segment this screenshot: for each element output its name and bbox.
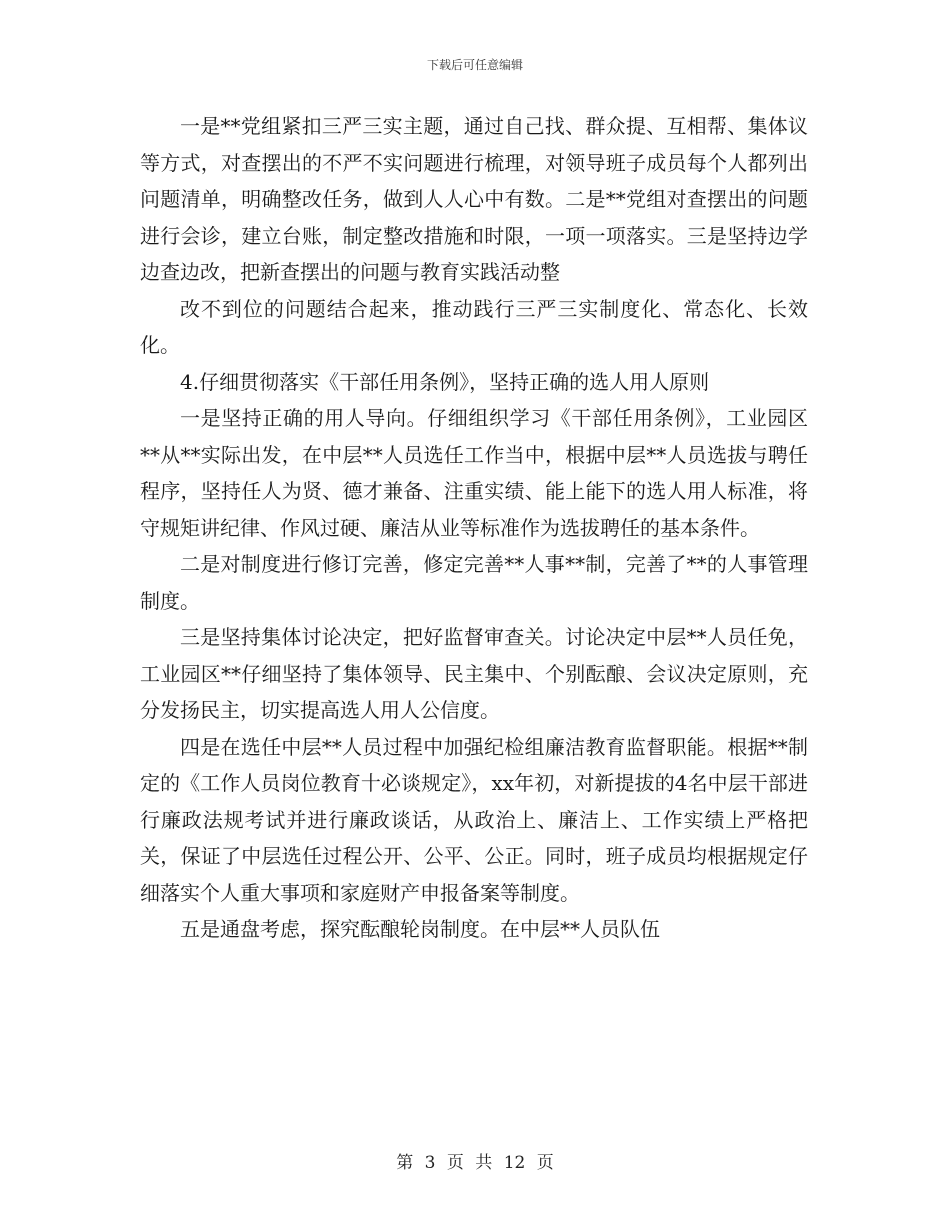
page-number: 第 3 页 共 12 页 (396, 1153, 554, 1173)
page-header-note: 下载后可任意编辑 (426, 58, 523, 72)
paragraph-7: 五是通盘考虑，探究酝酿轮岗制度。在中层**人员队伍 (180, 917, 660, 941)
paragraph-5: 三是坚持集体讨论决定，把好监督审查关。讨论决定中层**人员任免，工业园区**仔细坚持了集体领导、民主集中、个别酝酿、会议决定原则，充分发扬民主，切实提高选人用人公信度。 (140, 625, 808, 722)
paragraph-3: 一是坚持正确的用人导向。仔细组织学习《干部任用条例》，工业园区**从**实际出发，在中层**人员选任工作当中，根据中层**人员选拔与聘任程序，坚持任人为贤、德才兼备、注重实绩、能上能下的选人用人标准，将守规矩讲纪律、作风过硬、廉洁从业等标准作为选拔聘任的基本条件。 (140, 406, 808, 540)
document-body (140, 108, 808, 948)
section-heading: 4.仔细贯彻落实《干部任用条例》，坚持正确的选人用人原则 (180, 369, 710, 394)
paragraph-1: 一是**党组紧扣三严三实主题，通过自己找、群众提、互相帮、集体议等方式，对查摆出的不严不实问题进行梳理，对领导班子成员每个人都列出问题清单，明确整改任务，做到人人心中有数。二是**党组对查摆出的问题进行会诊，建立台账，制定整改措施和时限，一项一项落实。三是坚持边学边查边改，把新查摆出的问题与教育实践活动整 (140, 114, 808, 284)
paragraph-2: 改不到位的问题结合起来，推动践行三严三实制度化、常态化、长效化。 (140, 296, 808, 357)
paragraph-4: 二是对制度进行修订完善，修定完善**人事**制，完善了**的人事管理制度。 (140, 552, 808, 613)
paragraph-6: 四是在选任中层**人员过程中加强纪检组廉洁教育监督职能。根据**制定的《工作人员岗位教育十必谈规定》，xx年初，对新提拔的4名中层干部进行廉政法规考试并进行廉政谈话，从政治上、廉洁上、工作实绩上严格把关，保证了中层选任过程公开、公平、公正。同时，班子成员均根据规定仔细落实个人重大事项和家庭财产申报备案等制度。 (140, 734, 808, 905)
